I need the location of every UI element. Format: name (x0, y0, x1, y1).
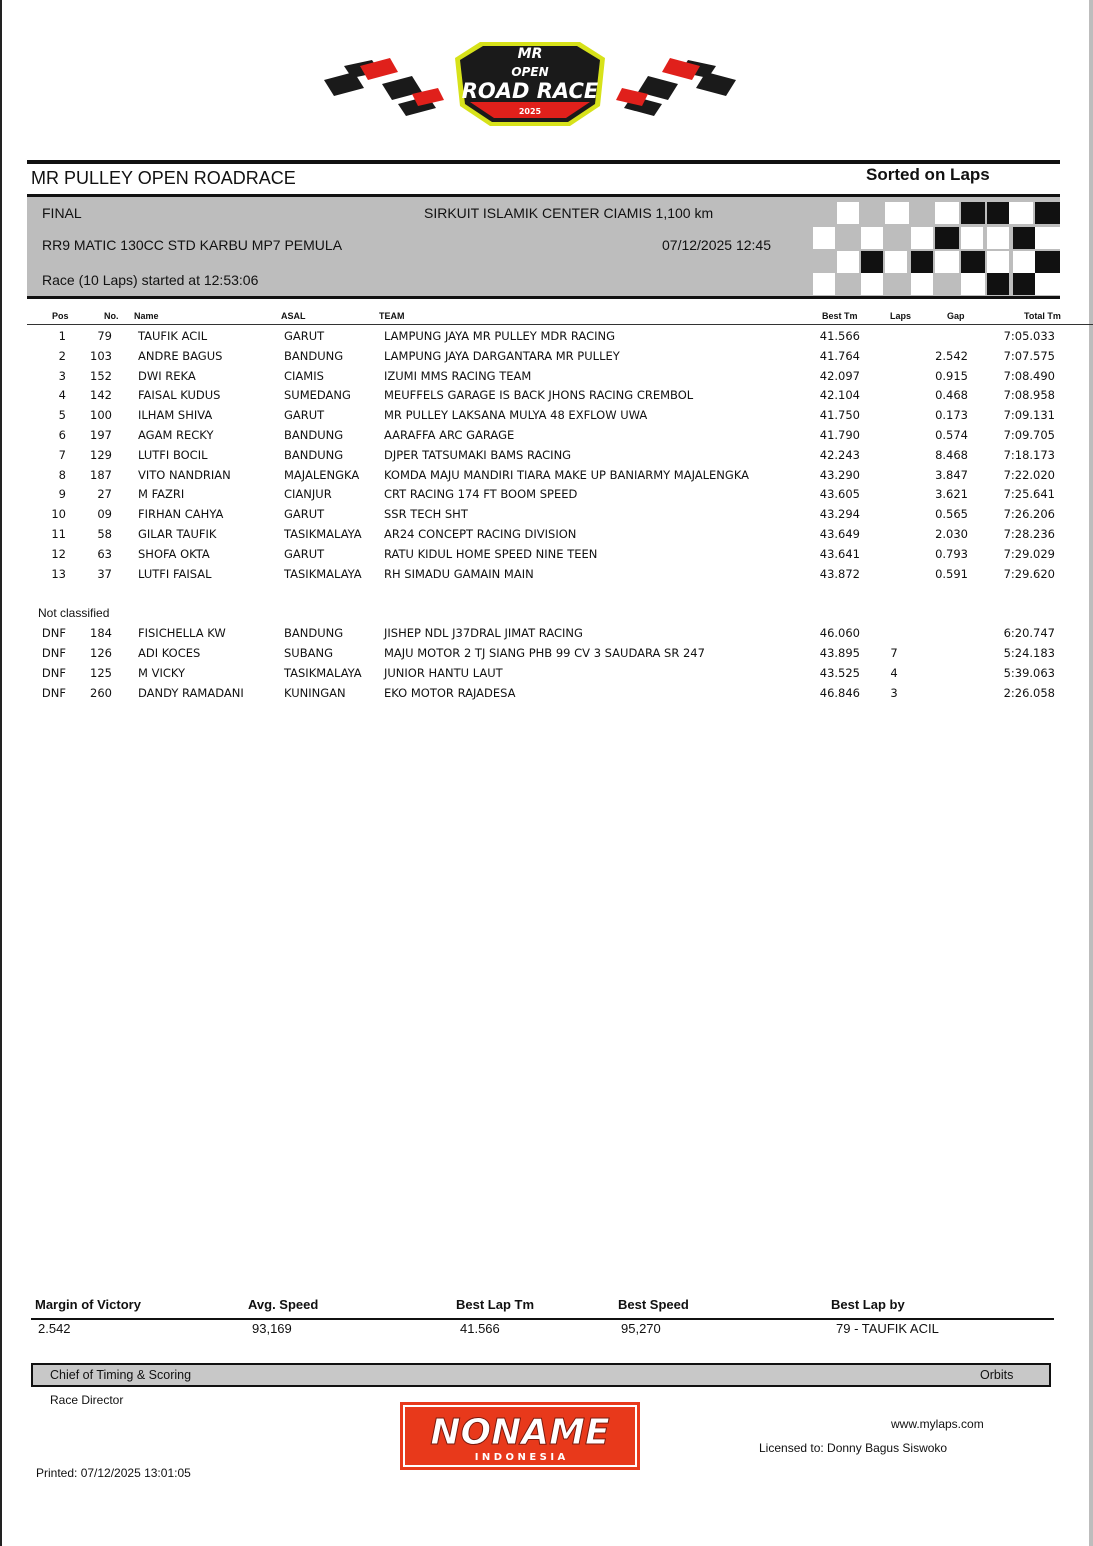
col-header-pos: Pos (52, 311, 69, 321)
cell-best: 41.750 (819, 408, 860, 423)
cell-total: 6:20.747 (1003, 626, 1055, 640)
cell-team: AARAFFA ARC GARAGE (384, 428, 515, 442)
cell-total: 7:05.033 (1003, 329, 1055, 343)
cell-pos: 7 (58, 447, 66, 462)
table-row (0, 369, 1093, 389)
cell-total: 7:07.575 (1003, 348, 1055, 363)
summary-value-best-speed: 95,270 (621, 1321, 661, 1336)
cell-team: LAMPUNG JAYA DARGANTARA MR PULLEY (384, 348, 620, 363)
cell-team: LAMPUNG JAYA MR PULLEY MDR RACING (384, 329, 616, 343)
cell-no: 27 (97, 487, 112, 502)
cell-pos: 8 (58, 467, 66, 482)
table-row (0, 329, 1093, 349)
summary-label-best-lap: Best Lap Tm (456, 1297, 535, 1312)
cell-name: FISICHELLA KW (138, 626, 226, 640)
col-header-best: Best Tm (822, 311, 858, 321)
cell-team: MAJU MOTOR 2 TJ SIANG PHB 99 CV 3 SAUDARA SR 247 (384, 646, 705, 660)
cell-name: AGAM RECKY (138, 428, 214, 442)
cell-team: IZUMI MMS RACING TEAM (384, 368, 532, 383)
cell-pos: 10 (51, 507, 66, 522)
cell-asal: BANDUNG (284, 348, 344, 363)
cell-asal: SUMEDANG (284, 388, 351, 403)
col-header-laps: Laps (890, 311, 912, 321)
cell-name: M VICKY (138, 666, 186, 680)
cell-total: 7:08.490 (1003, 368, 1055, 383)
col-header-name: Name (134, 311, 159, 321)
license-info: Licensed to: Donny Bagus Siswoko (759, 1441, 948, 1455)
cell-team: KOMDA MAJU MANDIRI TIARA MAKE UP BANIARMY MAJALENGKA (384, 467, 750, 482)
table-row (0, 567, 1093, 587)
logo-brand-text: MR (517, 46, 543, 62)
mylaps-website: www.mylaps.com (891, 1417, 984, 1431)
cell-best: 42.104 (819, 388, 860, 403)
table-row (0, 408, 1093, 428)
cell-no: 58 (97, 527, 112, 541)
noname-logo-graphic (400, 1402, 640, 1470)
cell-gap: 0.565 (935, 507, 968, 522)
cell-asal: MAJALENGKA (284, 467, 360, 482)
logo-open-text: OPEN (511, 65, 549, 79)
not-classified-label: Not classified (38, 606, 110, 620)
cell-asal: TASIKMALAYA (284, 527, 362, 541)
cell-pos: DNF (41, 666, 66, 680)
table-row (0, 468, 1093, 488)
cell-no: 09 (97, 507, 112, 522)
cell-name: ILHAM SHIVA (138, 408, 213, 423)
cell-team: JISHEP NDL J37DRAL JIMAT RACING (384, 626, 583, 640)
cell-best: 41.566 (819, 329, 860, 343)
cell-team: RATU KIDUL HOME SPEED NINE TEEN (384, 546, 598, 561)
cell-gap: 0.591 (935, 566, 968, 581)
cell-asal: TASIKMALAYA (284, 666, 362, 680)
cell-pos: 12 (51, 546, 66, 561)
cell-gap: 0.793 (935, 546, 968, 561)
cell-gap: 3.847 (935, 467, 968, 482)
table-row (0, 448, 1093, 468)
cell-team: AR24 CONCEPT RACING DIVISION (384, 527, 577, 541)
col-header-gap: Gap (947, 311, 965, 321)
title-rule (27, 160, 1060, 164)
summary-value-avg-speed: 93,169 (252, 1321, 292, 1336)
summary-label-avg-speed: Avg. Speed (248, 1297, 319, 1312)
cell-pos: 6 (58, 428, 66, 442)
cell-gap: 0.468 (935, 388, 968, 403)
cell-gap: 0.173 (935, 408, 968, 423)
event-title: MR PULLEY OPEN ROADRACE (31, 168, 296, 188)
cell-best: 43.290 (819, 467, 860, 482)
race-start-info: Race (10 Laps) started at 12:53:06 (42, 272, 259, 288)
summary-rule (31, 1318, 1054, 1320)
cell-total: 2:26.058 (1003, 686, 1055, 700)
summary-label-best-speed: Best Speed (618, 1297, 689, 1312)
cell-best: 43.872 (819, 566, 860, 581)
sort-label: Sorted on Laps (866, 165, 990, 184)
table-row (0, 626, 1093, 646)
cell-gap: 2.542 (935, 348, 968, 363)
cell-no: 129 (90, 447, 112, 462)
cell-no: 103 (90, 348, 112, 363)
printed-timestamp: Printed: 07/12/2025 13:01:05 (36, 1466, 191, 1480)
cell-name: DWI REKA (138, 368, 196, 383)
indonesia-logo-text: I N D O N E S I A (474, 1452, 566, 1463)
cell-name: ADI KOCES (138, 646, 201, 660)
cell-no: 197 (90, 428, 112, 442)
cell-total: 7:29.029 (1003, 546, 1055, 561)
cell-asal: BANDUNG (284, 626, 344, 640)
cell-total: 7:09.131 (1003, 408, 1055, 423)
cell-total: 7:22.020 (1003, 467, 1055, 482)
race-info-box (27, 194, 1060, 299)
cell-asal: GARUT (284, 408, 325, 423)
cell-total: 7:26.206 (1003, 507, 1055, 522)
cell-name: VITO NANDRIAN (138, 467, 231, 482)
cell-best: 43.605 (819, 487, 860, 502)
orbits-label: Orbits (980, 1368, 1014, 1382)
noname-indonesia-logo (400, 1402, 640, 1470)
cell-no: 63 (97, 546, 112, 561)
cell-team: CRT RACING 174 FT BOOM SPEED (384, 487, 578, 502)
cell-asal: TASIKMALAYA (284, 566, 362, 581)
cell-total: 7:08.958 (1003, 388, 1055, 403)
cell-no: 142 (90, 388, 112, 403)
cell-no: 187 (90, 467, 112, 482)
cell-best: 43.641 (819, 546, 860, 561)
cell-laps: 3 (890, 686, 898, 700)
cell-name: M FAZRI (138, 487, 185, 502)
cell-asal: KUNINGAN (284, 686, 346, 700)
logo-year-text: 2025 (518, 107, 542, 116)
cell-name: SHOFA OKTA (138, 546, 210, 561)
cell-pos: 9 (58, 487, 66, 502)
cell-team: JUNIOR HANTU LAUT (384, 666, 503, 680)
cell-asal: BANDUNG (284, 428, 344, 442)
cell-best: 42.097 (819, 368, 860, 383)
cell-team: MR PULLEY LAKSANA MULYA 48 EXFLOW UWA (384, 408, 648, 423)
class-label: RR9 MATIC 130CC STD KARBU MP7 PEMULA (42, 237, 343, 253)
cell-total: 7:28.236 (1003, 527, 1055, 541)
road-race-logo (320, 36, 740, 132)
cell-team: RH SIMADU GAMAIN MAIN (384, 566, 534, 581)
signature-bar (31, 1363, 1051, 1387)
cell-best: 41.764 (819, 348, 860, 363)
cell-no: 126 (90, 646, 112, 660)
col-header-asal: ASAL (281, 311, 306, 321)
cell-best: 43.895 (819, 646, 860, 660)
col-header-no: No. (104, 311, 119, 321)
cell-no: 79 (97, 329, 112, 343)
table-row (0, 547, 1093, 567)
cell-no: 260 (90, 686, 112, 700)
cell-asal: CIANJUR (284, 487, 332, 502)
summary-label-best-lap-by: Best Lap by (831, 1297, 905, 1312)
cell-name: FIRHAN CAHYA (138, 507, 224, 522)
checkered-flag-icon (813, 197, 1060, 296)
cell-asal: SUBANG (284, 646, 333, 660)
race-datetime: 07/12/2025 12:45 (662, 237, 771, 253)
cell-laps: 7 (890, 646, 898, 660)
cell-no: 125 (90, 666, 112, 680)
cell-pos: 3 (58, 368, 66, 383)
header-rule (27, 324, 1093, 325)
circuit-label: SIRKUIT ISLAMIK CENTER CIAMIS 1,100 km (424, 205, 714, 221)
session-label: FINAL (42, 205, 82, 221)
table-row (0, 527, 1093, 547)
cell-total: 5:39.063 (1003, 666, 1055, 680)
cell-pos: 2 (58, 348, 66, 363)
cell-team: DJPER TATSUMAKI BAMS RACING (384, 447, 572, 462)
cell-asal: GARUT (284, 329, 325, 343)
cell-total: 5:24.183 (1003, 646, 1055, 660)
cell-pos: DNF (41, 686, 66, 700)
cell-total: 7:18.173 (1003, 447, 1055, 462)
cell-name: LUTFI FAISAL (138, 566, 212, 581)
cell-total: 7:29.620 (1003, 566, 1055, 581)
cell-no: 37 (97, 566, 112, 581)
cell-no: 152 (90, 368, 112, 383)
table-row (0, 507, 1093, 527)
cell-pos: 13 (51, 566, 66, 581)
table-row (0, 487, 1093, 507)
cell-gap: 8.468 (935, 447, 968, 462)
cell-name: LUTFI BOCIL (138, 447, 208, 462)
cell-team: MEUFFELS GARAGE IS BACK JHONS RACING CREMBOL (384, 388, 694, 403)
cell-laps: 4 (890, 666, 898, 680)
cell-best: 46.846 (819, 686, 860, 700)
cell-total: 7:25.641 (1003, 487, 1055, 502)
cell-best: 43.294 (819, 507, 860, 522)
cell-best: 41.790 (819, 428, 860, 442)
cell-gap: 3.621 (935, 487, 968, 502)
cell-name: DANDY RAMADANI (138, 686, 244, 700)
cell-asal: CIAMIS (284, 368, 324, 383)
cell-gap: 0.915 (935, 368, 968, 383)
cell-pos: 11 (51, 527, 66, 541)
logo-road-race-text: ROAD RACE (461, 79, 599, 103)
cell-asal: GARUT (284, 507, 325, 522)
page-border-left (0, 0, 2, 1546)
table-row (0, 666, 1093, 686)
summary-label-margin: Margin of Victory (35, 1297, 141, 1312)
col-header-team: TEAM (379, 311, 405, 321)
noname-logo-text: NONAME (430, 1412, 610, 1453)
table-row (0, 388, 1093, 408)
cell-name: TAUFIK ACIL (138, 329, 208, 343)
cell-asal: GARUT (284, 546, 325, 561)
cell-no: 184 (90, 626, 112, 640)
cell-gap: 0.574 (935, 428, 968, 442)
cell-team: SSR TECH SHT (384, 507, 468, 522)
cell-pos: DNF (41, 646, 66, 660)
cell-name: ANDRE BAGUS (138, 348, 223, 363)
cell-name: GILAR TAUFIK (138, 527, 217, 541)
cell-total: 7:09.705 (1003, 428, 1055, 442)
chief-timing-label: Chief of Timing & Scoring (50, 1368, 192, 1382)
summary-value-best-lap: 41.566 (460, 1321, 500, 1336)
cell-team: EKO MOTOR RAJADESA (384, 686, 516, 700)
table-row (0, 686, 1093, 706)
cell-best: 42.243 (819, 447, 860, 462)
race-director-label: Race Director (50, 1393, 124, 1407)
cell-asal: BANDUNG (284, 447, 344, 462)
cell-best: 43.649 (819, 527, 860, 541)
cell-pos: DNF (41, 626, 66, 640)
summary-value-margin: 2.542 (38, 1321, 71, 1336)
col-header-total: Total Tm (1024, 311, 1061, 321)
cell-name: FAISAL KUDUS (138, 388, 221, 403)
table-row (0, 646, 1093, 666)
cell-pos: 5 (58, 408, 66, 423)
page-border-right (1089, 0, 1093, 1546)
cell-gap: 2.030 (935, 527, 968, 541)
cell-pos: 1 (58, 329, 66, 343)
summary-value-best-lap-by: 79 - TAUFIK ACIL (836, 1321, 939, 1336)
cell-best: 43.525 (819, 666, 860, 680)
table-row (0, 428, 1093, 448)
cell-best: 46.060 (819, 626, 860, 640)
cell-no: 100 (90, 408, 112, 423)
cell-pos: 4 (58, 388, 66, 403)
table-row (0, 349, 1093, 369)
